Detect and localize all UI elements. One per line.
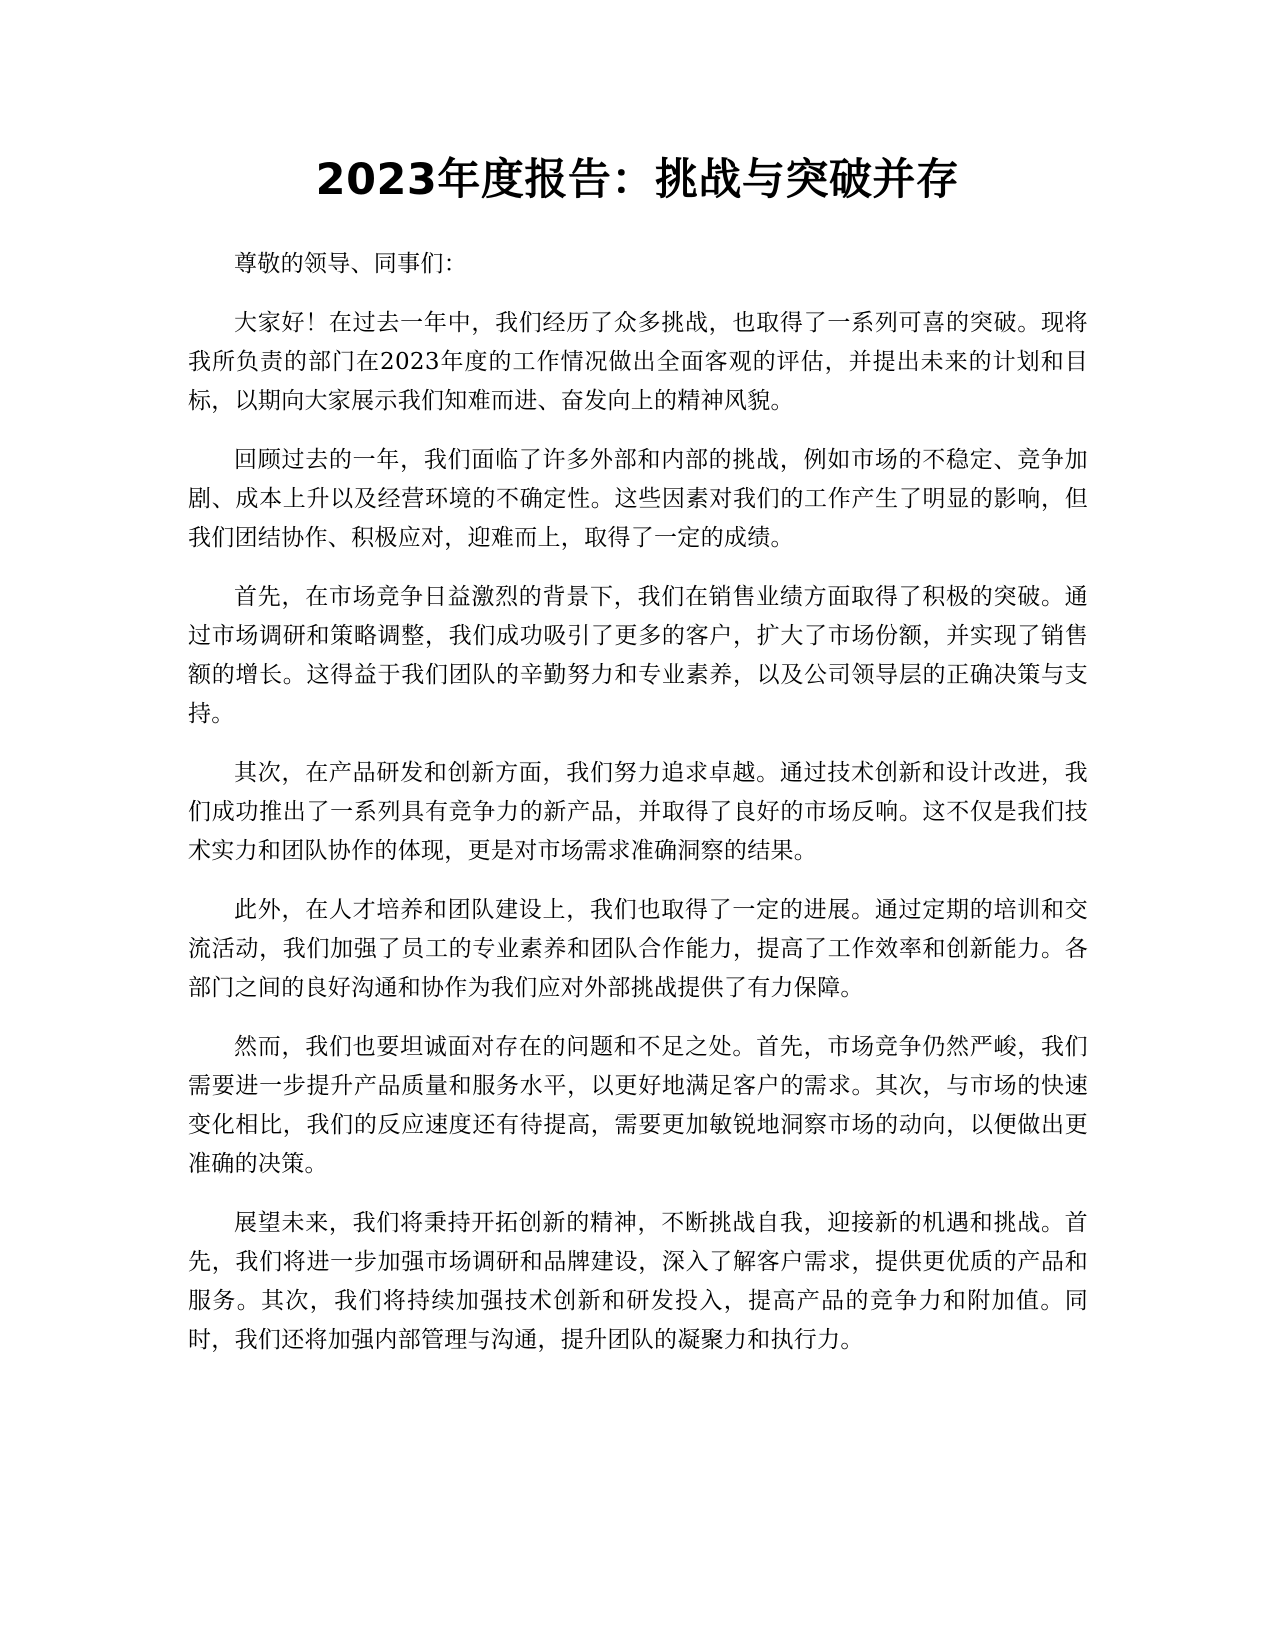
paragraph-outlook: 展望未来，我们将秉持开拓创新的精神，不断挑战自我，迎接新的机遇和挑战。首先，我们将进一步加强市场调研和品牌建设，深入了解客户需求，提供更优质的产品和服务。其次，我们将持续加强技术创新和研发投入，提高产品的竞争力和附加值。同时，我们还将加强内部管理与沟通，提升团队的凝聚力和执行力。 [188, 1210, 1088, 1353]
paragraph-sales: 首先，在市场竞争日益激烈的背景下，我们在销售业绩方面取得了积极的突破。通过市场调研和策略调整，我们成功吸引了更多的客户，扩大了市场份额，并实现了销售额的增长。这得益于我们团队的辛勤努力和专业素养，以及公司领导层的正确决策与支持。 [188, 584, 1088, 727]
document-title: 2023年度报告：挑战与突破并存 [315, 155, 960, 205]
paragraph-talent: 此外，在人才培养和团队建设上，我们也取得了一定的进展。通过定期的培训和交流活动，我们加强了员工的专业素养和团队合作能力，提高了工作效率和创新能力。各部门之间的良好沟通和协作为我们应对外部挑战提供了有力保障。 [188, 897, 1088, 1001]
paragraph-salutation: 尊敬的领导、同事们： [234, 251, 467, 277]
document-body [188, 245, 1088, 1380]
paragraph-greeting: 大家好！在过去一年中，我们经历了众多挑战，也取得了一系列可喜的突破。现将我所负责的部门在2023年度的工作情况做出全面客观的评估，并提出未来的计划和目标，以期向大家展示我们知难而进、奋发向上的精神风貌。 [188, 310, 1088, 414]
paragraph-issues: 然而，我们也要坦诚面对存在的问题和不足之处。首先，市场竞争仍然严峻，我们需要进一步提升产品质量和服务水平，以更好地满足客户的需求。其次，与市场的快速变化相比，我们的反应速度还有待提高，需要更加敏锐地洞察市场的动向，以便做出更准确的决策。 [188, 1034, 1088, 1177]
paragraph-review: 回顾过去的一年，我们面临了许多外部和内部的挑战，例如市场的不稳定、竞争加剧、成本上升以及经营环境的不确定性。这些因素对我们的工作产生了明显的影响，但我们团结协作、积极应对，迎难而上，取得了一定的成绩。 [188, 447, 1088, 551]
paragraph-product: 其次，在产品研发和创新方面，我们努力追求卓越。通过技术创新和设计改进，我们成功推出了一系列具有竞争力的新产品，并取得了良好的市场反响。这不仅是我们技术实力和团队协作的体现，更是对市场需求准确洞察的结果。 [188, 760, 1088, 864]
